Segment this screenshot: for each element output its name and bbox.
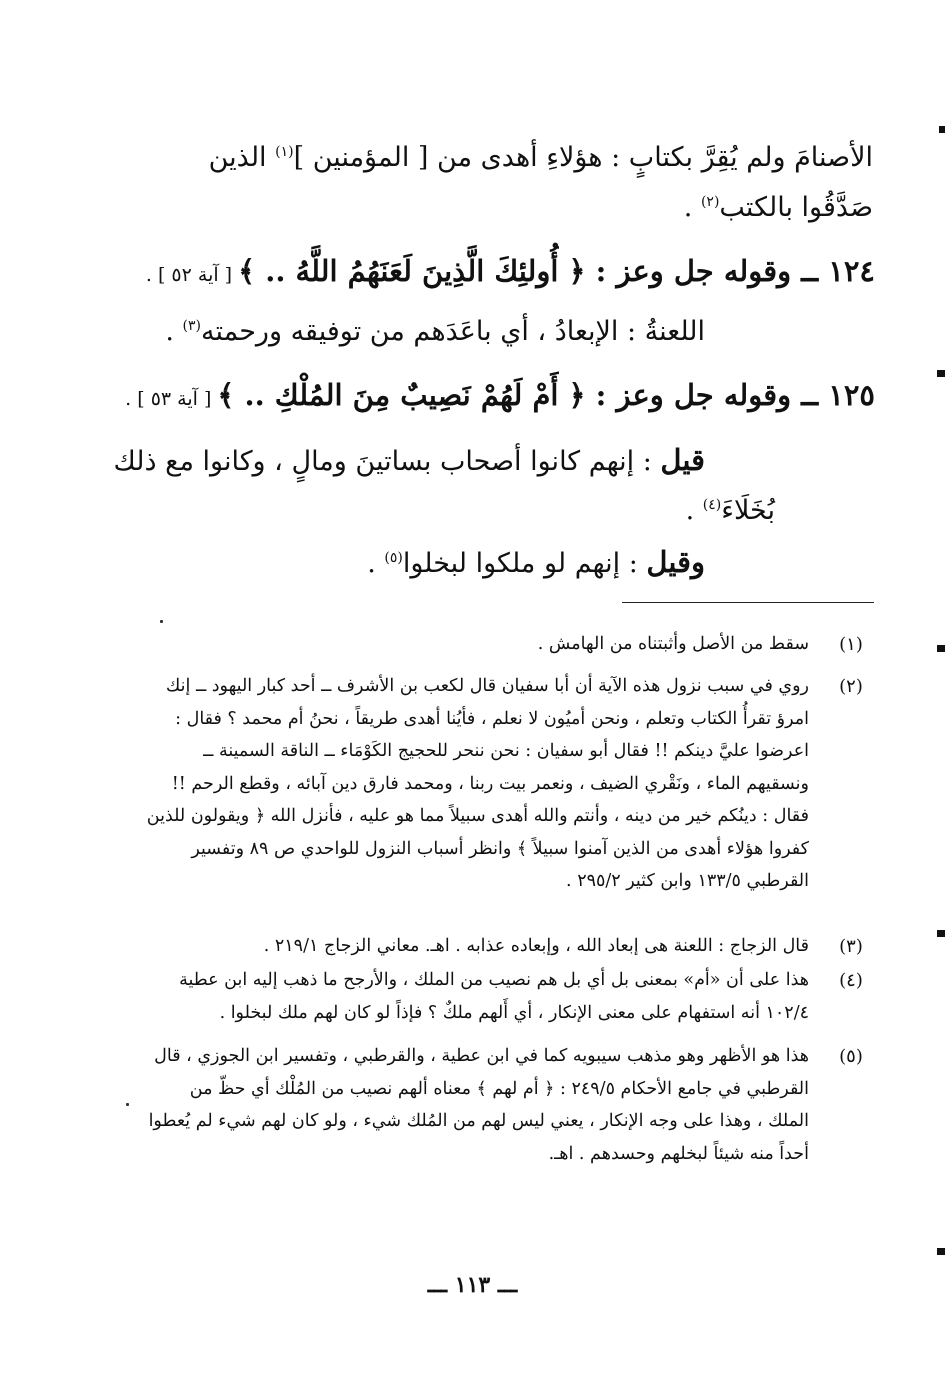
footnote-ref-3: (٣) [182, 318, 201, 334]
quran-quote: ﴿ أُولئِكَ الَّذِينَ لَعَنَهُمُ اللَّهُ .. ﴾ [238, 254, 586, 288]
qila-line-1 [65, 443, 705, 477]
footnote-text-line: اعرضوا عليَّ دينكم !! فقال أبو سفيان : نحن ننحر للحجيج الكَوْمَاء ــ الناقة السمينة ــ [203, 741, 809, 761]
text-run: الذين [208, 142, 276, 173]
verse-125-heading [75, 378, 875, 412]
text-run: . [367, 548, 385, 579]
verse-number-label: ١٢٥ ــ وقوله جل وعز : [585, 378, 875, 412]
scan-speck [160, 620, 163, 623]
footnote-text-line: روي في سبب نزول هذه الآية أن أبا سفيان قال لكعب بن الأشرف ــ أحد كبار اليهود ــ إنك [165, 676, 809, 696]
footnote-text-line: فقال : دينُكم خير من دينه ، وأنتم والله أهدى سبيلاً مما هو عليه ، فأنزل الله ﴿ ويقولون للذين [146, 806, 809, 826]
scan-edge-mark [939, 126, 945, 133]
footnote-text-line: القرطبي ١٣٣/٥ وابن كثير ٢٩٥/٢ . [566, 871, 809, 891]
text-run: صَدَّقُوا بالكتب [719, 192, 873, 223]
text-run: الأصنامَ ولم يُقِرَّ بكتابٍ : هؤلاءِ أهدى من [ المؤمنين ] [293, 142, 873, 173]
verse-124-heading [75, 254, 875, 288]
footnote-number: (١) [839, 634, 863, 655]
main-paragraph-line-2 [133, 192, 873, 223]
text-run: . [683, 192, 701, 223]
footnote-number: (٣) [839, 936, 863, 957]
verse-number-label: ١٢٤ ــ وقوله جل وعز : [585, 254, 875, 288]
footnote-text-line: امرؤ تقرأُ الكتاب وتعلم ، ونحن أميُون لا نعلم ، فأيُنا أهدى طريقاً ، نحنُ أم محمد ؟ فقال : [175, 708, 809, 729]
footnote-text-line: أحداً منه شيئاً لبخلهم وحسدهم . اهـ. [548, 1143, 809, 1164]
footnote-number: (٢) [839, 676, 863, 697]
quran-quote: ﴿ أَمْ لَهُمْ نَصِيبٌ مِنَ المُلْكِ .. ﴾ [217, 378, 586, 412]
footnote-text-line: ١٠٢/٤ أنه استفهام على معنى الإنكار ، أي أَلهم ملكٌ ؟ فإذاً لو كان لهم ملك لبخلوا . [219, 1002, 809, 1023]
scan-edge-mark [937, 930, 945, 937]
ayah-reference: [ آية ٥٢ ] . [145, 264, 239, 286]
footnote-text-line: هذا على أن «أم» بمعنى بل أي بل هم نصيب من الملك ، والأرجح ما ذهب إليه ابن عطية [179, 970, 809, 990]
ayah-reference: [ آية ٥٣ ] . [125, 388, 218, 410]
qila-line-2 [275, 495, 775, 526]
qila-keyword: قيل [660, 443, 705, 477]
footnote-ref-1: (١) [275, 144, 294, 160]
text-run: : إنهم كانوا أصحاب بساتينَ ومالٍ ، وكانوا مع ذلك [113, 446, 661, 477]
footnote-text-line: سقط من الأصل وأثبتناه من الهامش . [537, 634, 809, 654]
footnote-text-line: قال الزجاج : اللعنة هى إبعاد الله ، وإبعاده عذابه . اهـ. معاني الزجاج ٢١٩/١ . [263, 936, 809, 956]
footnote-number: (٥) [839, 1046, 863, 1067]
footnote-number: (٤) [839, 970, 863, 991]
verse-124-explanation [105, 316, 705, 347]
footnote-text-line: كفروا هؤلاء أهدى من الذين آمنوا سبيلاً ﴾ وانظر أسباب النزول للواحدي ص ٨٩ وتفسير [191, 838, 809, 859]
footnote-text-line: الملك ، وهذا على وجه الإنكار ، يعني ليس لهم من المُلك شيء ، ولو كان لهم شيء لم يُعطوا [148, 1111, 809, 1131]
qila-keyword: وقيل [646, 545, 705, 579]
text-run: بُخَلَاءَ [721, 495, 775, 526]
scan-edge-mark [937, 645, 945, 652]
text-run: . [685, 495, 703, 526]
text-run: . [165, 316, 183, 347]
scan-speck [126, 1103, 129, 1106]
footnote-ref-5: (٥) [384, 550, 403, 566]
footnote-text-line: ونسقيهم الماء ، ونَقْري الضيف ، ونعمر بيت ربنا ، ومحمد فارق دين آبائه ، وقطع الرحم !! [171, 773, 809, 794]
text-run: : إنهم لو ملكوا لبخلوا [402, 548, 647, 579]
footnote-ref-2: (٢) [700, 194, 720, 210]
footnote-text-line: هذا هو الأظهر وهو مذهب سيبويه كما في ابن عطية ، والقرطبي ، وتفسير ابن الجوزي ، قال [154, 1046, 809, 1066]
wa-qila-line [105, 545, 705, 579]
main-paragraph-line-1 [133, 142, 873, 173]
footnote-ref-4: (٤) [702, 497, 722, 513]
footnote-separator [622, 602, 874, 603]
scan-edge-mark [937, 370, 945, 377]
text-run: اللعنةُ : الإبعادُ ، أي باعَدَهم من توفيقه ورحمته [200, 316, 705, 347]
page-number: ـــ ١١٣ ـــ [427, 1272, 518, 1298]
footnote-text-line: القرطبي في جامع الأحكام ٢٤٩/٥ : ﴿ أم لهم ﴾ معناه ألهم نصيب من المُلْك أي حظّ من [189, 1078, 809, 1099]
scan-edge-mark [937, 1248, 945, 1255]
